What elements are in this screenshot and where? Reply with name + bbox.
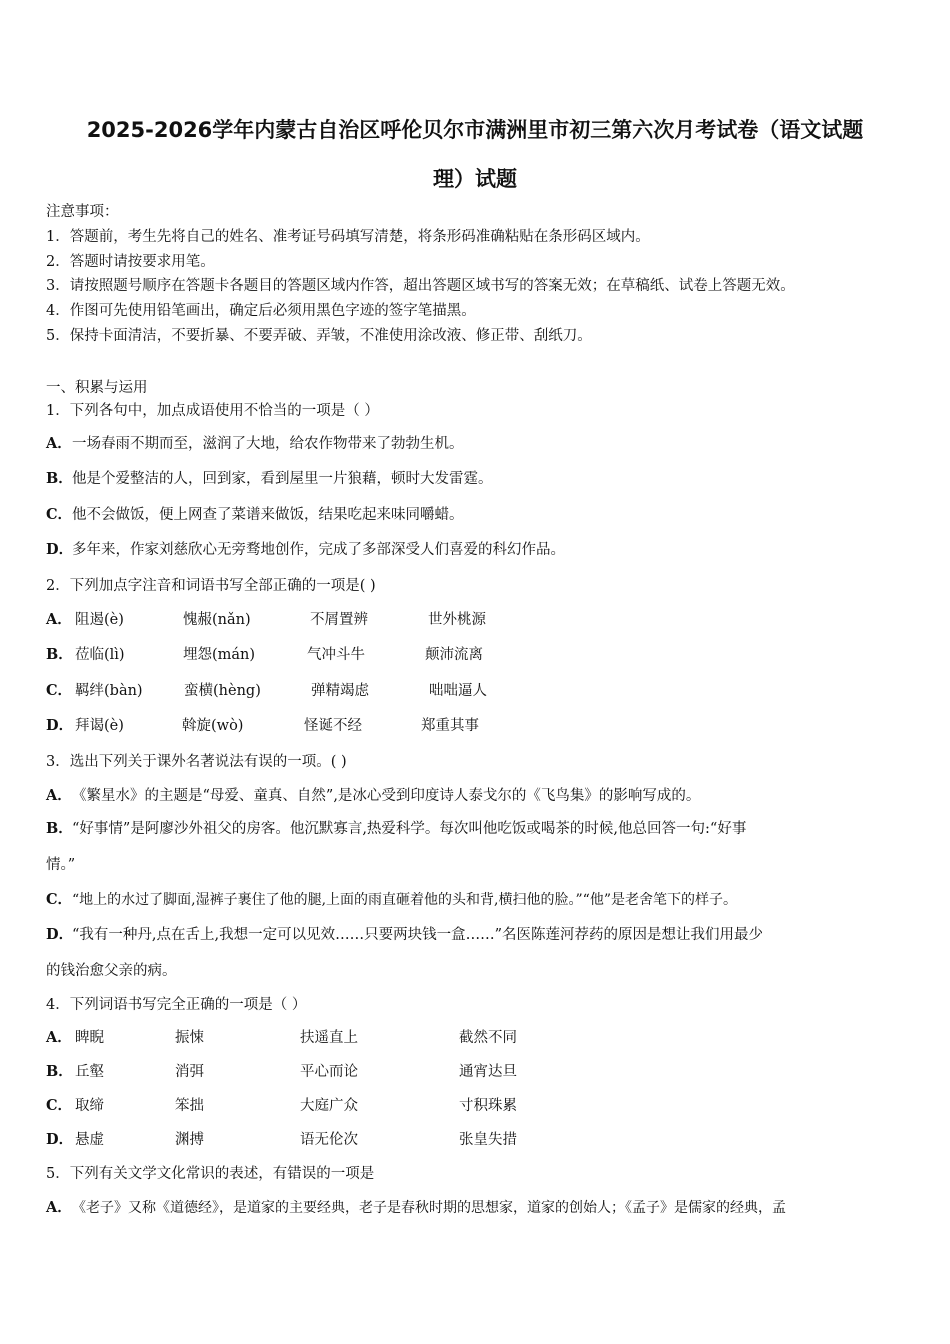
notice-item: 4．作图可先使用铅笔画出，确定后必须用黑色字迹的签字笔描黑。 xyxy=(46,303,476,319)
option-cell: 扶遥直上 xyxy=(300,1030,358,1046)
question-3-option-c xyxy=(46,890,737,910)
option-label: B． xyxy=(46,646,73,663)
option-text: 一场春雨不期而至，滋润了大地，给农作物带来了勃勃生机。 xyxy=(72,436,464,452)
option-text-continued: 情。” xyxy=(46,857,76,873)
page-title-continued: 理）试题 xyxy=(433,167,517,191)
option-label: A． xyxy=(46,435,72,452)
option-label: A． xyxy=(46,1029,72,1046)
option-cell: 斡旋(wò) xyxy=(182,718,244,734)
option-cell: 通宵达旦 xyxy=(459,1064,517,1080)
question-2-option-b xyxy=(46,645,72,665)
option-text: 《老子》又称《道德经》，是道家的主要经典，老子是春秋时期的思想家，道家的创始人；《孟子》是儒家的经典，孟 xyxy=(72,1200,786,1216)
option-text: 他是个爱整洁的人，回到家，看到屋里一片狼藉，顿时大发雷霆。 xyxy=(72,471,493,487)
option-cell: 气冲斗牛 xyxy=(307,647,365,663)
option-cell: 埋怨(mán) xyxy=(183,647,256,663)
option-cell: 咄咄逼人 xyxy=(429,683,487,699)
option-label: C． xyxy=(46,891,73,908)
option-text: “好事情”是阿廖沙外祖父的房客。他沉默寡言,热爱科学。每次叫他吃饭或喝茶的时候,他总回答一句:“好事 xyxy=(72,821,747,837)
option-label: B． xyxy=(46,1063,73,1080)
option-text: 他不会做饭，便上网查了菜谱来做饭，结果吃起来味同嚼蜡。 xyxy=(72,507,464,523)
option-cell: 阻遏(è) xyxy=(75,612,124,628)
option-cell: 羁绊(bàn) xyxy=(75,683,143,699)
option-cell: 颠沛流离 xyxy=(425,647,483,663)
option-cell: 平心而论 xyxy=(300,1064,358,1080)
notice-item: 5．保持卡面清洁，不要折暴、不要弄破、弄皱，不准使用涂改液、修正带、刮纸刀。 xyxy=(46,328,592,344)
option-cell: 消弭 xyxy=(175,1064,204,1080)
question-4-option-b xyxy=(46,1062,72,1082)
option-cell: 丘壑 xyxy=(75,1064,104,1080)
question-2-stem: 2．下列加点字注音和词语书写全部正确的一项是( ) xyxy=(46,578,376,594)
question-4-stem: 4．下列词语书写完全正确的一项是（ ） xyxy=(46,997,307,1013)
option-label: D． xyxy=(46,926,74,943)
option-cell: 世外桃源 xyxy=(428,612,486,628)
option-cell: 莅临(lì) xyxy=(75,647,125,663)
section-title: 一、积累与运用 xyxy=(46,380,148,396)
option-cell: 睥睨 xyxy=(75,1030,104,1046)
option-label: D． xyxy=(46,717,74,734)
option-cell: 愧赧(nǎn) xyxy=(183,612,251,628)
option-cell: 张皇失措 xyxy=(459,1132,517,1148)
notice-item: 3．请按照题号顺序在答题卡各题目的答题区域内作答，超出答题区域书写的答案无效；在草稿纸、试卷上答题无效。 xyxy=(46,278,795,294)
option-text: “我有一种丹,点在舌上,我想一定可以见效……只要两块钱一盒……”名医陈莲河荐药的原因是想让我们用最少 xyxy=(72,927,764,943)
option-cell: 弹精竭虑 xyxy=(311,683,369,699)
question-1-stem: 1．下列各句中，加点成语使用不恰当的一项是（ ） xyxy=(46,403,379,419)
option-text-continued: 的钱治愈父亲的病。 xyxy=(46,963,177,979)
option-cell: 拜谒(è) xyxy=(75,718,124,734)
question-3-stem: 3．选出下列关于课外名著说法有误的一项。( ) xyxy=(46,754,347,770)
page-title: 2025-2026学年内蒙古自治区呼伦贝尔市满洲里市初三第六次月考试卷（语文试题 xyxy=(86,118,864,142)
question-3-option-d xyxy=(46,925,763,945)
question-2-option-a xyxy=(46,610,72,630)
question-3-option-a xyxy=(46,786,700,806)
notice-item: 2．答题时请按要求用笔。 xyxy=(46,254,215,270)
option-text: “地上的水过了脚面,湿裤子裹住了他的腿,上面的雨直砸着他的头和背,横扫他的脸。”“他”是老舍笔下的样子。 xyxy=(72,892,737,908)
question-2-option-d xyxy=(46,716,72,736)
option-cell: 怪诞不经 xyxy=(304,718,362,734)
option-cell: 渊搏 xyxy=(175,1132,204,1148)
option-cell: 寸积珠累 xyxy=(459,1098,517,1114)
option-label: C． xyxy=(46,1097,73,1114)
option-label: D． xyxy=(46,1131,74,1148)
question-4-option-d xyxy=(46,1130,72,1150)
option-cell: 截然不同 xyxy=(459,1030,517,1046)
option-text: 《繁星水》的主题是“母爱、童真、自然”,是冰心受到印度诗人泰戈尔的《飞鸟集》的影响写成的。 xyxy=(72,788,701,804)
question-1-option-d xyxy=(46,540,565,560)
option-label: A． xyxy=(46,611,72,628)
option-text: 多年来，作家刘慈欣心无旁骛地创作，完成了多部深受人们喜爱的科幻作品。 xyxy=(72,542,565,558)
option-label: C． xyxy=(46,506,73,523)
option-label: A． xyxy=(46,1199,72,1216)
question-2-option-c xyxy=(46,681,72,701)
option-cell: 振悚 xyxy=(175,1030,204,1046)
option-cell: 大庭广众 xyxy=(300,1098,358,1114)
question-5-stem: 5．下列有关文学文化常识的表述，有错误的一项是 xyxy=(46,1166,375,1182)
option-label: D． xyxy=(46,541,74,558)
option-cell: 不屑置辨 xyxy=(310,612,368,628)
question-5-option-a xyxy=(46,1198,786,1218)
option-cell: 郑重其事 xyxy=(421,718,479,734)
question-1-option-c xyxy=(46,505,464,525)
option-label: A． xyxy=(46,787,72,804)
question-4-option-c xyxy=(46,1096,72,1116)
option-label: B． xyxy=(46,470,73,487)
notice-header: 注意事项： xyxy=(46,204,119,220)
option-cell: 蛮横(hèng) xyxy=(184,683,261,699)
question-1-option-a xyxy=(46,434,464,454)
option-label: B． xyxy=(46,820,73,837)
question-3-option-b xyxy=(46,819,746,839)
notice-item: 1．答题前，考生先将自己的姓名、准考证号码填写清楚，将条形码准确粘贴在条形码区域内。 xyxy=(46,229,650,245)
option-cell: 悬虚 xyxy=(75,1132,104,1148)
option-cell: 取缔 xyxy=(75,1098,104,1114)
option-cell: 语无伦次 xyxy=(300,1132,358,1148)
question-4-option-a xyxy=(46,1028,72,1048)
question-1-option-b xyxy=(46,469,493,489)
option-label: C． xyxy=(46,682,73,699)
option-cell: 笨拙 xyxy=(175,1098,204,1114)
